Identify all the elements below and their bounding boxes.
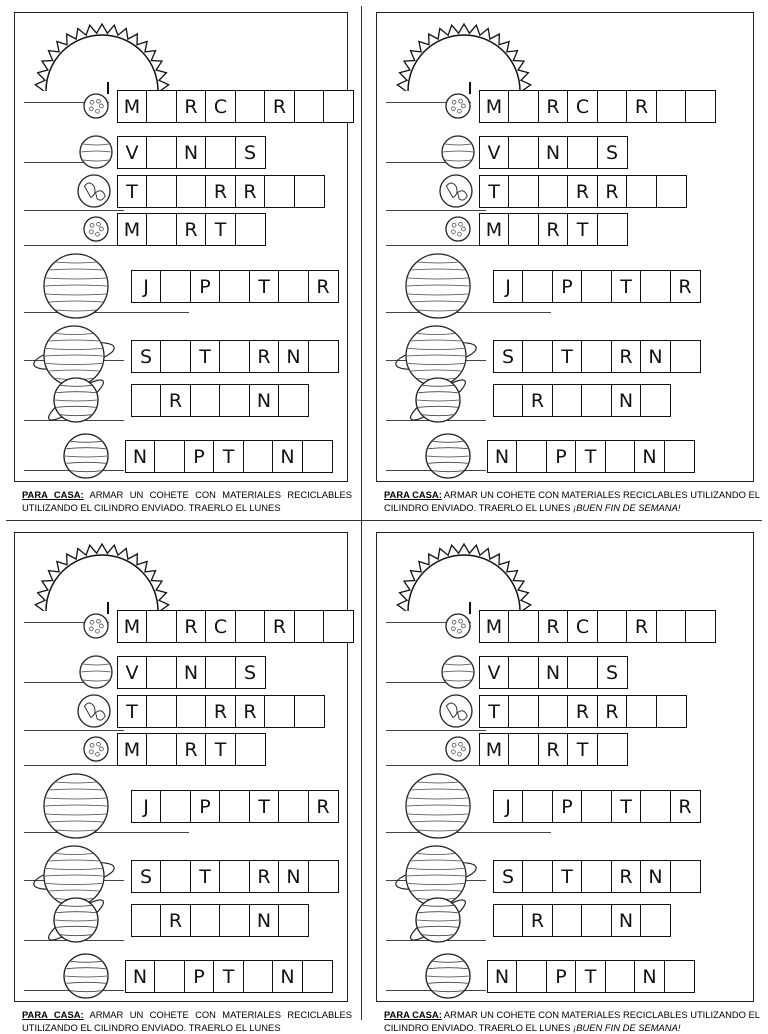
letter-box[interactable] [308, 340, 339, 373]
uranus-icon [42, 896, 110, 949]
letter-box[interactable] [656, 175, 687, 208]
letter-box[interactable]: R [264, 610, 295, 643]
letter-box[interactable] [640, 270, 671, 303]
letter-boxes-row [480, 175, 687, 208]
letter-box[interactable]: S [597, 656, 628, 689]
letter-box[interactable]: P [546, 960, 577, 993]
letter-boxes-row [126, 440, 333, 473]
letter-box[interactable] [235, 733, 266, 766]
letter-box[interactable] [146, 175, 177, 208]
letter-box[interactable]: M [479, 90, 510, 123]
mercury-icon [444, 612, 472, 645]
jupiter-icon [404, 252, 472, 325]
letter-box[interactable] [278, 904, 309, 937]
letter-box[interactable]: R [308, 270, 339, 303]
letter-boxes-row [118, 213, 266, 246]
sun-icon [22, 536, 182, 616]
letter-boxes-row [118, 695, 325, 728]
letter-box[interactable] [219, 270, 250, 303]
letter-box[interactable] [308, 860, 339, 893]
letter-box[interactable]: R [538, 213, 569, 246]
letter-box[interactable]: T [190, 340, 221, 373]
letter-box[interactable]: J [131, 270, 162, 303]
homework-note [22, 1008, 352, 1034]
letter-box[interactable] [567, 136, 598, 169]
letter-box[interactable] [656, 610, 687, 643]
neptune-icon [424, 432, 472, 485]
letter-box[interactable]: N [611, 904, 642, 937]
letter-box[interactable] [508, 656, 539, 689]
letter-boxes-row [494, 790, 701, 823]
letter-box[interactable]: J [493, 270, 524, 303]
letter-box[interactable]: T [117, 695, 148, 728]
letter-box[interactable]: V [117, 136, 148, 169]
neptune-icon [424, 952, 472, 1005]
letter-box[interactable] [508, 610, 539, 643]
worksheet-card [0, 520, 384, 1032]
letter-box[interactable]: R [670, 790, 701, 823]
letter-box[interactable]: R [249, 340, 280, 373]
letter-boxes-row [480, 610, 716, 643]
letter-boxes-row [132, 384, 309, 417]
letter-box[interactable] [640, 790, 671, 823]
letter-box[interactable] [640, 384, 671, 417]
letter-boxes-row [118, 90, 354, 123]
letter-box[interactable] [508, 175, 539, 208]
letter-box[interactable] [146, 610, 177, 643]
letter-boxes-row [118, 610, 354, 643]
letter-box[interactable] [516, 960, 547, 993]
letter-box[interactable]: R [235, 695, 266, 728]
letter-box[interactable] [656, 695, 687, 728]
letter-box[interactable]: P [190, 790, 221, 823]
letter-box[interactable]: R [538, 610, 569, 643]
worksheet-card [362, 520, 761, 1033]
letter-box[interactable] [664, 960, 695, 993]
letter-box[interactable]: R [176, 610, 207, 643]
homework-label: PARA CASA: [384, 1009, 442, 1020]
letter-box[interactable]: N [176, 136, 207, 169]
letter-box[interactable] [278, 384, 309, 417]
letter-box[interactable]: N [278, 860, 309, 893]
jupiter-icon [42, 252, 110, 325]
letter-box[interactable] [278, 790, 309, 823]
letter-box[interactable]: V [479, 656, 510, 689]
letter-box[interactable]: T [552, 340, 583, 373]
earth-icon [76, 693, 112, 734]
letter-box[interactable] [205, 136, 236, 169]
venus-icon [440, 654, 476, 695]
letter-box[interactable] [493, 384, 524, 417]
letter-box[interactable]: N [487, 440, 518, 473]
letter-box[interactable]: M [479, 213, 510, 246]
letter-box[interactable]: C [205, 610, 236, 643]
letter-box[interactable] [205, 656, 236, 689]
letter-box[interactable] [581, 860, 612, 893]
letter-box[interactable] [522, 340, 553, 373]
letter-box[interactable] [235, 90, 266, 123]
letter-box[interactable]: T [117, 175, 148, 208]
letter-box[interactable]: R [264, 90, 295, 123]
letter-box[interactable] [538, 175, 569, 208]
letter-box[interactable]: P [552, 790, 583, 823]
letter-box[interactable] [160, 860, 191, 893]
letter-box[interactable]: R [176, 90, 207, 123]
letter-boxes-row [480, 90, 716, 123]
letter-boxes-row [132, 860, 339, 893]
letter-box[interactable] [176, 695, 207, 728]
letter-box[interactable]: N [249, 384, 280, 417]
letter-box[interactable]: M [117, 733, 148, 766]
letter-boxes-row [488, 960, 695, 993]
letter-box[interactable] [522, 860, 553, 893]
letter-box[interactable]: T [205, 733, 236, 766]
letter-box[interactable]: N [640, 340, 671, 373]
letter-box[interactable]: P [552, 270, 583, 303]
letter-box[interactable]: N [538, 656, 569, 689]
uranus-icon [404, 896, 472, 949]
letter-box[interactable] [552, 384, 583, 417]
letter-box[interactable] [656, 90, 687, 123]
letter-box[interactable] [219, 384, 250, 417]
letter-box[interactable]: M [479, 733, 510, 766]
letter-box[interactable] [131, 384, 162, 417]
letter-box[interactable] [581, 270, 612, 303]
neptune-icon [62, 432, 110, 485]
letter-box[interactable] [294, 695, 325, 728]
letter-box[interactable]: R [205, 695, 236, 728]
letter-boxes-row [494, 340, 701, 373]
mercury-icon [82, 92, 110, 125]
letter-box[interactable] [626, 175, 657, 208]
letter-box[interactable] [302, 440, 333, 473]
letter-box[interactable]: S [235, 656, 266, 689]
letter-box[interactable]: N [249, 904, 280, 937]
letter-box[interactable]: T [567, 213, 598, 246]
homework-text: ARMAR UN COHETE CON MATERIALES RECICLABLES UTILIZANDO EL CILINDRO ENVIADO. TRAERLO EL LUNES [384, 489, 761, 513]
letter-box[interactable]: V [479, 136, 510, 169]
letter-box[interactable]: T [567, 733, 598, 766]
letter-box[interactable] [235, 213, 266, 246]
letter-boxes-row [480, 213, 628, 246]
letter-box[interactable] [146, 656, 177, 689]
letter-box[interactable] [508, 136, 539, 169]
letter-boxes-row [132, 904, 309, 937]
letter-box[interactable]: S [493, 340, 524, 373]
homework-text: ARMAR UN COHETE CON MATERIALES RECICLABLES UTILIZANDO EL CILINDRO ENVIADO. TRAERLO EL LUNES [22, 489, 352, 513]
letter-box[interactable] [160, 340, 191, 373]
letter-box[interactable] [597, 610, 628, 643]
letter-boxes-row [132, 790, 339, 823]
letter-box[interactable]: T [249, 270, 280, 303]
letter-box[interactable] [146, 213, 177, 246]
letter-box[interactable] [323, 610, 354, 643]
letter-box[interactable]: R [597, 695, 628, 728]
jupiter-icon [404, 772, 472, 845]
sun-icon [384, 16, 544, 96]
letter-box[interactable]: R [538, 90, 569, 123]
letter-box[interactable] [294, 175, 325, 208]
letter-box[interactable]: R [597, 175, 628, 208]
weekend-greeting: ¡BUEN FIN DE SEMANA! [573, 1022, 681, 1033]
letter-box[interactable] [670, 340, 701, 373]
letter-box[interactable]: R [522, 904, 553, 937]
letter-box[interactable] [640, 904, 671, 937]
letter-box[interactable] [154, 440, 185, 473]
letter-boxes-row [118, 136, 266, 169]
letter-box[interactable]: R [522, 384, 553, 417]
letter-box[interactable]: T [611, 270, 642, 303]
letter-box[interactable]: T [479, 175, 510, 208]
letter-box[interactable]: R [611, 340, 642, 373]
letter-box[interactable] [493, 904, 524, 937]
letter-box[interactable] [294, 90, 325, 123]
letter-box[interactable] [597, 733, 628, 766]
letter-box[interactable] [605, 440, 636, 473]
earth-icon [438, 173, 474, 214]
letter-boxes-row [132, 340, 339, 373]
letter-box[interactable]: R [626, 610, 657, 643]
weekend-greeting: ¡BUEN FIN DE SEMANA! [573, 502, 681, 513]
letter-box[interactable] [146, 90, 177, 123]
venus-icon [440, 134, 476, 175]
earth-icon [76, 173, 112, 214]
letter-box[interactable]: R [567, 175, 598, 208]
letter-box[interactable] [508, 695, 539, 728]
letter-box[interactable]: N [538, 136, 569, 169]
letter-box[interactable]: C [567, 90, 598, 123]
letter-box[interactable] [508, 213, 539, 246]
letter-boxes-row [118, 175, 325, 208]
letter-box[interactable]: T [611, 790, 642, 823]
letter-box[interactable]: R [249, 860, 280, 893]
letter-box[interactable] [552, 904, 583, 937]
letter-box[interactable]: M [117, 90, 148, 123]
letter-box[interactable] [581, 340, 612, 373]
earth-icon [438, 693, 474, 734]
letter-box[interactable] [190, 904, 221, 937]
sun-icon [22, 16, 182, 96]
letter-box[interactable]: R [235, 175, 266, 208]
letter-box[interactable] [508, 90, 539, 123]
letter-boxes-row [494, 904, 671, 937]
letter-box[interactable] [597, 90, 628, 123]
letter-box[interactable] [567, 656, 598, 689]
letter-boxes-row [494, 270, 701, 303]
venus-icon [78, 134, 114, 175]
homework-note [22, 488, 352, 514]
letter-box[interactable] [146, 695, 177, 728]
letter-box[interactable]: M [117, 213, 148, 246]
letter-box[interactable] [664, 440, 695, 473]
letter-boxes-row [126, 960, 333, 993]
uranus-icon [42, 376, 110, 429]
letter-box[interactable]: S [131, 340, 162, 373]
mars-icon [444, 215, 472, 248]
letter-boxes-row [488, 440, 695, 473]
letter-box[interactable]: N [611, 384, 642, 417]
letter-boxes-row [480, 136, 628, 169]
letter-box[interactable] [605, 960, 636, 993]
letter-box[interactable] [278, 270, 309, 303]
letter-box[interactable] [131, 904, 162, 937]
letter-box[interactable]: S [493, 860, 524, 893]
letter-boxes-row [494, 860, 701, 893]
homework-label: PARA CASA: [22, 489, 84, 500]
letter-box[interactable]: R [626, 90, 657, 123]
sun-icon [384, 536, 544, 616]
homework-text: ARMAR UN COHETE CON MATERIALES RECICLABLES UTILIZANDO EL CILINDRO ENVIADO. TRAERLO EL LUNES [384, 1009, 761, 1033]
mars-icon [444, 735, 472, 768]
letter-box[interactable]: N [272, 960, 303, 993]
worksheet-card [0, 0, 384, 512]
letter-box[interactable]: C [205, 90, 236, 123]
letter-box[interactable]: R [308, 790, 339, 823]
letter-box[interactable] [219, 904, 250, 937]
letter-box[interactable] [146, 733, 177, 766]
letter-boxes-row [480, 733, 628, 766]
letter-box[interactable]: T [575, 440, 606, 473]
letter-box[interactable]: M [479, 610, 510, 643]
letter-box[interactable]: T [190, 860, 221, 893]
letter-box[interactable]: N [278, 340, 309, 373]
letter-box[interactable]: C [567, 610, 598, 643]
letter-box[interactable]: T [552, 860, 583, 893]
letter-box[interactable] [160, 270, 191, 303]
letter-box[interactable] [243, 440, 274, 473]
letter-box[interactable] [323, 90, 354, 123]
letter-box[interactable]: T [205, 213, 236, 246]
letter-box[interactable]: N [634, 960, 665, 993]
letter-box[interactable] [581, 790, 612, 823]
letter-box[interactable] [522, 790, 553, 823]
letter-box[interactable]: S [235, 136, 266, 169]
letter-box[interactable] [508, 733, 539, 766]
letter-box[interactable] [670, 860, 701, 893]
letter-box[interactable] [538, 695, 569, 728]
letter-box[interactable]: S [131, 860, 162, 893]
letter-box[interactable] [264, 175, 295, 208]
venus-icon [78, 654, 114, 695]
letter-box[interactable] [146, 136, 177, 169]
letter-box[interactable] [264, 695, 295, 728]
letter-box[interactable]: R [176, 733, 207, 766]
letter-box[interactable]: P [546, 440, 577, 473]
mars-icon [82, 735, 110, 768]
letter-box[interactable] [160, 790, 191, 823]
letter-box[interactable]: T [479, 695, 510, 728]
letter-box[interactable]: M [117, 610, 148, 643]
letter-box[interactable] [219, 340, 250, 373]
letter-boxes-row [480, 656, 628, 689]
letter-box[interactable]: T [575, 960, 606, 993]
letter-box[interactable] [219, 860, 250, 893]
uranus-icon [404, 376, 472, 429]
homework-label: PARA CASA: [22, 1009, 84, 1020]
letter-box[interactable] [597, 213, 628, 246]
letter-box[interactable] [685, 610, 716, 643]
letter-box[interactable] [581, 384, 612, 417]
letter-box[interactable]: R [176, 213, 207, 246]
homework-text: ARMAR UN COHETE CON MATERIALES RECICLABLES UTILIZANDO EL CILINDRO ENVIADO. TRAERLO EL LUNES [22, 1009, 352, 1033]
neptune-icon [62, 952, 110, 1005]
letter-box[interactable] [235, 610, 266, 643]
letter-box[interactable]: N [640, 860, 671, 893]
letter-box[interactable]: N [272, 440, 303, 473]
letter-box[interactable]: R [567, 695, 598, 728]
letter-box[interactable]: J [131, 790, 162, 823]
letter-box[interactable]: N [487, 960, 518, 993]
homework-note [384, 488, 760, 514]
letter-box[interactable]: R [670, 270, 701, 303]
letter-box[interactable] [176, 175, 207, 208]
letter-box[interactable] [581, 904, 612, 937]
letter-box[interactable]: R [205, 175, 236, 208]
letter-box[interactable] [522, 270, 553, 303]
letter-box[interactable] [294, 610, 325, 643]
letter-boxes-row [118, 733, 266, 766]
worksheet-card [362, 0, 761, 513]
homework-label: PARA CASA: [384, 489, 442, 500]
letter-box[interactable]: J [493, 790, 524, 823]
letter-boxes-row [494, 384, 671, 417]
mercury-icon [82, 612, 110, 645]
letter-box[interactable]: N [125, 960, 156, 993]
letter-box[interactable]: S [597, 136, 628, 169]
jupiter-icon [42, 772, 110, 845]
letter-box[interactable]: R [611, 860, 642, 893]
letter-box[interactable]: T [249, 790, 280, 823]
letter-box[interactable] [243, 960, 274, 993]
letter-box[interactable]: N [125, 440, 156, 473]
letter-box[interactable]: R [160, 904, 191, 937]
letter-box[interactable] [219, 790, 250, 823]
mars-icon [82, 215, 110, 248]
letter-box[interactable]: T [213, 960, 244, 993]
letter-box[interactable]: P [190, 270, 221, 303]
mercury-icon [444, 92, 472, 125]
letter-box[interactable] [190, 384, 221, 417]
letter-boxes-row [118, 656, 266, 689]
letter-box[interactable] [154, 960, 185, 993]
letter-box[interactable] [626, 695, 657, 728]
letter-box[interactable]: T [213, 440, 244, 473]
homework-note [384, 1008, 760, 1034]
letter-box[interactable] [302, 960, 333, 993]
letter-box[interactable]: R [538, 733, 569, 766]
letter-box[interactable]: N [634, 440, 665, 473]
letter-boxes-row [132, 270, 339, 303]
letter-box[interactable] [516, 440, 547, 473]
letter-box[interactable] [685, 90, 716, 123]
letter-box[interactable]: N [176, 656, 207, 689]
letter-boxes-row [480, 695, 687, 728]
letter-box[interactable]: P [184, 440, 215, 473]
letter-box[interactable]: R [160, 384, 191, 417]
letter-box[interactable]: V [117, 656, 148, 689]
letter-box[interactable]: P [184, 960, 215, 993]
